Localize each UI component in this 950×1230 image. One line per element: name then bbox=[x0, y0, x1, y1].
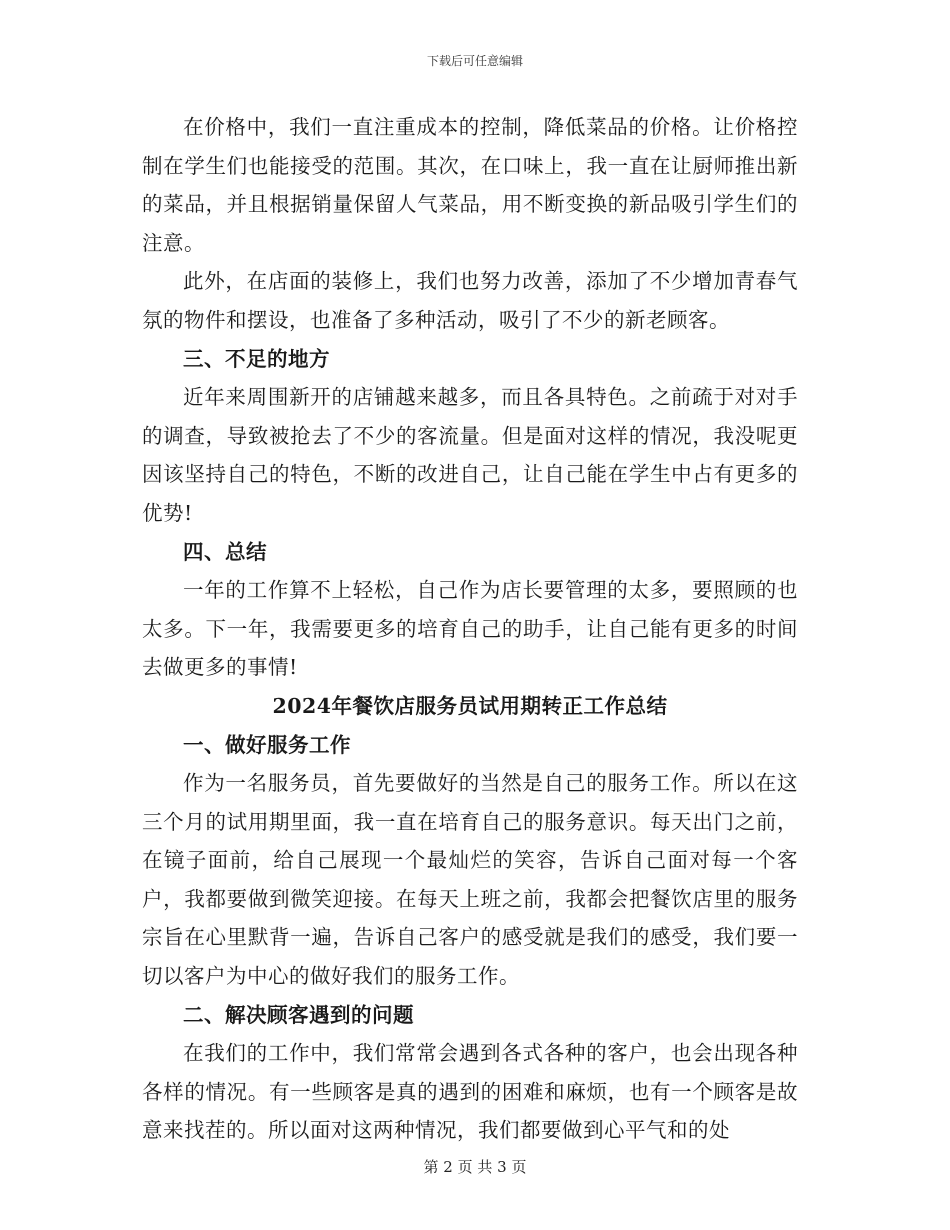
paragraph-problems: 在我们的工作中，我们常常会遇到各式各种的客户，也会出现各种各样的情况。有一些顾客是真的遇到的困难和麻烦，也有一个顾客是故意来找茬的。所以面对这两种情况，我们都要做到心平气和的处 bbox=[142, 1041, 798, 1143]
paragraph-summary: 一年的工作算不上轻松，自己作为店长要管理的太多，要照顾的也太多。下一年，我需要更多的培育自己的助手，让自己能有更多的时间去做更多的事情! bbox=[142, 578, 798, 680]
section-heading-service: 一、做好服务工作 bbox=[183, 732, 351, 757]
document-body bbox=[142, 108, 798, 1150]
section-heading-summary: 四、总结 bbox=[183, 539, 267, 564]
paragraph-decoration: 此外，在店面的装修上，我们也努力改善，添加了不少增加青春气氛的物件和摆设，也准备了多种活动，吸引了不少的新老顾客。 bbox=[142, 269, 798, 332]
section-heading-problems: 二、解决顾客遇到的问题 bbox=[183, 1002, 414, 1027]
paragraph-service: 作为一名服务员，首先要做好的当然是自己的服务工作。所以在这三个月的试用期里面，我一直在培育自己的服务意识。每天出门之前，在镜子面前，给自己展现一个最灿烂的笑容，告诉自己面对每一个客户，我都要做到微笑迎接。在每天上班之前，我都会把餐饮店里的服务宗旨在心里默背一遍，告诉自己客户的感受就是我们的感受，我们要一切以客户为中心的做好我们的服务工作。 bbox=[142, 771, 798, 989]
paragraph-competition: 近年来周围新开的店铺越来越多，而且各具特色。之前疏于对对手的调查，导致被抢去了不少的客流量。但是面对这样的情况，我没呢更因该坚持自己的特色，不断的改进自己，让自己能在学生中占有更多的优势! bbox=[142, 385, 798, 525]
section-heading-shortcomings: 三、不足的地方 bbox=[183, 346, 330, 371]
document-title: 2024年餐饮店服务员试用期转正工作总结 bbox=[272, 693, 668, 718]
paragraph-price: 在价格中，我们一直注重成本的控制，降低菜品的价格。让价格控制在学生们也能接受的范围。其次，在口味上，我一直在让厨师推出新的菜品，并且根据销量保留人气菜品，用不断变换的新品吸引学生们的注意。 bbox=[142, 115, 798, 255]
header-note: 下载后可任意编辑 bbox=[426, 54, 523, 68]
page-number: 第 2 页 共 3 页 bbox=[423, 1158, 527, 1176]
